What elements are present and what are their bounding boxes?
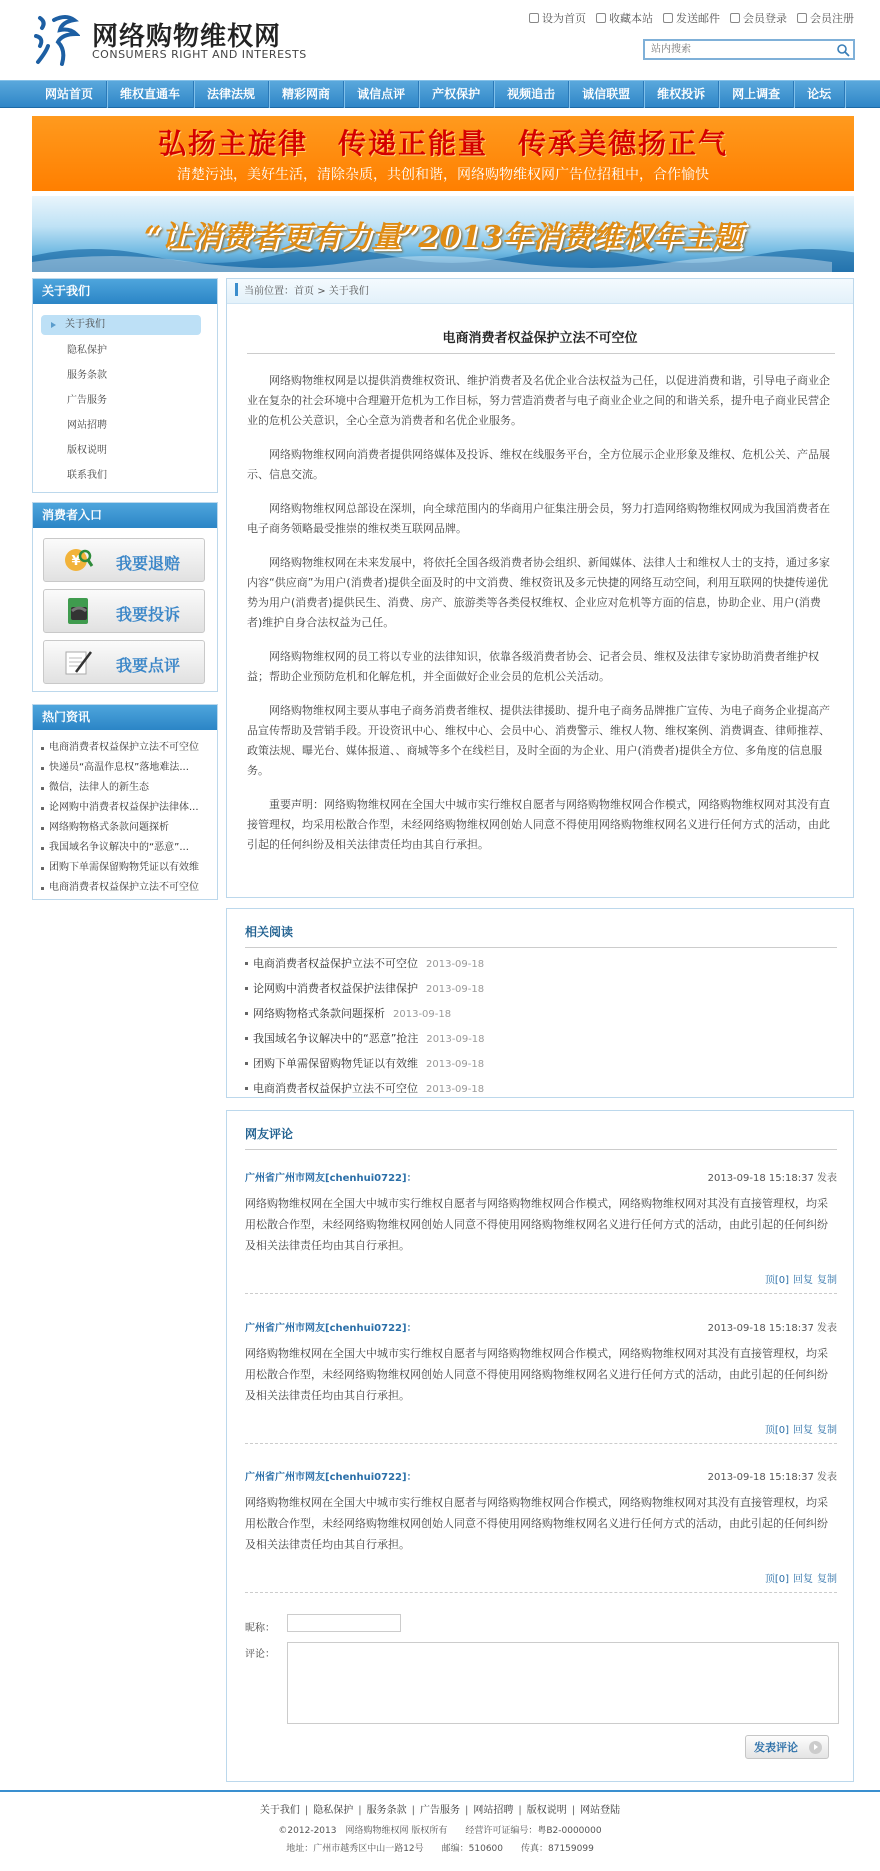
nav-item-survey[interactable]: 网上调查 [719,81,794,108]
related-item[interactable] [245,951,485,976]
money-icon [62,544,94,576]
footer-separator: | [358,1805,362,1816]
consumer-panel-title: 消费者入口 [33,503,217,528]
article-paragraph: 重要声明：网络购物维权网在全国大中城市实行维权自愿者与网络购物维权网合作模式，网络购物维权网对其没有直接管理权，均采用松散合作型，未经网络购物维权网创始人同意不得使用网络购物维权网名义进行任何方式的活动，由此引起的任何纠纷及相关法律责任均由其自行承担。 [247,798,830,851]
article-paragraph: 网络购物维权网在未来发展中，将依托全国各级消费者协会组织、新闻媒体、法律人士和维权人士的支持，通过多家内容“供应商”为用户(消费者)提供全面及时的中文消费、维权资讯及多元快捷的网络互动空间，利用互联网的快捷传递优势为用户(消费者)提供民生、消费、房产、旅游类等各类侵权维权、企业应对危机等方面的信息，协助企业、用户(消费者)维护自身合法权益为己任。 [247,556,830,629]
submit-comment-button[interactable] [745,1735,829,1759]
related-item-date: 2013-09-18 [426,1059,485,1070]
user-add-icon [797,13,807,23]
breadcrumb-current: 关于我们 [328,286,369,297]
bookmark-icon [596,13,606,23]
footer-link-privacy[interactable]: 隐私保护 [313,1805,354,1816]
sidebar-item-about[interactable]: 关于我们 [41,315,201,335]
complaint-button-label: 我要投诉 [116,605,181,624]
comment-field[interactable] [287,1642,839,1724]
breadcrumb-marker [235,283,238,296]
article-body [247,371,835,869]
related-item-title: 网络购物格式条款问题探析 [253,1007,385,1020]
arrow-right-icon [809,1741,822,1754]
review-icon [62,646,94,678]
sidebar-item-jobs[interactable]: 网站招聘 [67,420,107,431]
article-title: 电商消费者权益保护立法不可空位 [442,331,638,346]
breadcrumb [227,279,853,304]
send-mail-label: 发送邮件 [676,12,720,25]
related-divider [245,947,837,948]
hot-news-item[interactable]: 微信，法律人的新生态 [41,778,209,798]
article-panel [226,278,854,898]
footer-separator: | [571,1805,576,1816]
phone-icon [62,595,94,627]
complaint-button[interactable] [43,589,205,633]
comment-divider [245,1443,837,1444]
sidebar-item-copyright[interactable]: 版权说明 [67,445,107,456]
comment-author: 广州省广州市网友[chenhui0722]： [245,1472,417,1483]
hot-news-item[interactable]: 论网购中消费者权益保护法律体... [41,798,209,818]
reply-link[interactable]: 回复 [793,1275,813,1286]
search-icon[interactable] [836,43,850,57]
related-item-title: 我国域名争议解决中的“恶意”抢注 [253,1032,419,1045]
ad-banner-subtext: 清楚污浊，美好生活，清除杂质，共创和谐，网络购物维权网广告位招租中，合作愉快 [177,167,709,183]
footer-separator: | [465,1805,469,1816]
refund-button[interactable] [43,538,205,582]
comment-author: 广州省广州市网友[chenhui0722]： [245,1323,417,1334]
comment-divider [245,1293,837,1294]
nav-item-complaints[interactable]: 维权投诉 [644,81,719,108]
main-nav [0,80,880,108]
nav-item-alliance[interactable]: 诚信联盟 [569,81,644,108]
comment-author: 广州省广州市网友[chenhui0722]： [245,1173,417,1184]
article-paragraph: 网络购物维权网主要从事电子商务消费者维权、提供法律援助、提升电子商务品牌推广宣传、为电子商务企业提高产品宣传帮助及营销手段。开设资讯中心、维权中心、会员中心、消费警示、维权人物、维权案例、消费调查、律师推荐、政策法规、曝光台、媒体报道、、商城等多个在线栏目，及时全面的为企业、用户(消费者)提供全方位、多角度的信息服务。 [247,704,830,777]
upvote-link[interactable]: 顶[0] [764,1574,789,1585]
user-icon [730,13,740,23]
nickname-label: 昵称： [245,1623,275,1634]
ad-banner-headline: 弘扬主旋律 传递正能量 传承美德扬正气 [157,127,728,160]
upvote-link[interactable]: 顶[0] [764,1275,789,1286]
breadcrumb-home[interactable]: 首页 [294,286,314,297]
article-paragraph: 网络购物维权网的员工将以专业的法律知识，依靠各级消费者协会、记者会员、维权及法律专家协助消费者维护权益；帮助企业预防危机和化解危机，并全面做好企业会员的危机公关活动。 [247,650,819,683]
site-logo-subtitle: CONSUMERS RIGHT AND INTERESTS [92,48,307,61]
related-item[interactable] [245,1076,485,1101]
ad-banner[interactable] [32,116,854,191]
member-register-label: 会员注册 [810,12,854,25]
nav-item-laws[interactable]: 法律法规 [194,81,269,108]
footer-separator: | [518,1805,522,1816]
footer-link-jobs[interactable]: 网站招聘 [473,1805,514,1816]
copy-link[interactable]: 复制 [817,1425,837,1436]
related-item-title: 电商消费者权益保护立法不可空位 [253,1082,418,1095]
article-paragraph: 网络购物维权网总部设在深圳，向全球范围内的华商用户征集注册会员，努力打造网络购物维权网成为我国消费者在电子商务领略最受推崇的维权类互联网品牌。 [247,502,830,535]
theme-banner[interactable] [32,196,854,272]
related-item-date: 2013-09-18 [393,1009,452,1020]
title-divider [247,353,835,354]
related-item[interactable] [245,1001,485,1026]
nav-item-video[interactable]: 视频追击 [494,81,569,108]
member-register-link[interactable] [797,10,854,26]
footer-link-ads[interactable]: 广告服务 [420,1805,460,1816]
nav-item-home[interactable]: 网站首页 [32,81,107,108]
related-item[interactable] [245,976,485,1001]
comment-divider [245,1592,837,1593]
hot-news-title: 热门资讯 [33,705,217,730]
hot-news-panel [32,704,218,900]
related-reading-title: 相关阅读 [245,925,294,939]
review-button-label: 我要点评 [116,656,181,675]
nav-item-ip-protection[interactable]: 产权保护 [419,81,494,108]
hot-news-item[interactable]: 电商消费者权益保护立法不可空位 [41,878,209,898]
hot-news-item[interactable]: 快递员“高温作息权”落地难法... [41,758,209,778]
submit-comment-label: 发表评论 [754,1741,798,1754]
nav-item-rights-express[interactable]: 维权直通车 [107,81,194,108]
search-box [643,39,855,60]
nav-item-merchants[interactable]: 精彩网商 [269,81,344,108]
article-paragraph: 网络购物维权网是以提供消费维权资讯、维护消费者及名优企业合法权益为己任，以促进消费和谐，引导电子商业企业在复杂的社会环境中合理避开危机为工作目标，努力营造消费者与电子商业企业之间的和谐关系，提升电子商业民营企业的危机公关意识，全心全意为消费者和名优企业服务。 [247,374,830,427]
comment-text: 网络购物维权网在全国大中城市实行维权自愿者与网络购物维权网合作模式，网络购物维权网对其没有直接管理权，均采用松散合作型，未经网络购物维权网创始人同意不得使用网络购物维权网名义进行任何方式的活动，由此引起的任何纠纷及相关法律责任均由其自行承担。 [245,1347,828,1402]
comments-divider [245,1149,837,1150]
svg-text:¥: ¥ [71,554,81,569]
reply-link[interactable]: 回复 [793,1574,813,1585]
comment-text: 网络购物维权网在全国大中城市实行维权自愿者与网络购物维权网合作模式，网络购物维权网对其没有直接管理权，均采用松散合作型，未经网络购物维权网创始人同意不得使用网络购物维权网名义进行任何方式的活动，由此引起的任何纠纷及相关法律责任均由其自行承担。 [245,1496,828,1551]
comment-actions [761,1271,837,1286]
sidebar-item-terms[interactable]: 服务条款 [67,370,107,381]
related-item-date: 2013-09-18 [426,1034,485,1045]
hot-news-item[interactable]: 团购下单需保留购物凭证以有效维 [41,858,209,878]
related-item-title: 论网购中消费者权益保护法律保护 [253,982,418,995]
comment-time: 2013-09-18 15:18:37 发表 [707,1323,837,1334]
footer-link-login[interactable]: 网站登陆 [580,1805,621,1816]
sidebar-item-ads[interactable]: 广告服务 [67,395,107,406]
footer-separator: | [304,1805,309,1816]
article-paragraph: 网络购物维权网向消费者提供网络媒体及投诉、维权在线服务平台，全方位展示企业形象及维权、危机公关、产品展示、信息交流。 [247,448,830,481]
comment-actions [761,1570,837,1585]
copy-link[interactable]: 复制 [817,1574,837,1585]
footer-link-about[interactable]: 关于我们 [259,1805,300,1816]
related-item-date: 2013-09-18 [426,959,485,970]
comment-time: 2013-09-18 15:18:37 发表 [707,1472,837,1483]
about-panel [32,278,218,493]
sidebar-item-contact[interactable]: 联系我们 [67,470,107,481]
hot-news-item[interactable]: 电商消费者权益保护立法不可空位 [41,738,209,758]
related-item-title: 团购下单需保留购物凭证以有效维 [253,1057,418,1070]
breadcrumb-label: 当前位置： [244,286,294,297]
send-mail-link[interactable] [663,10,720,26]
theme-banner-text: “让消费者更有力量”2013年消费维权年主题 [143,220,742,255]
set-homepage-label: 设为首页 [542,12,586,25]
footer-links [0,1801,880,1816]
comment-actions [761,1421,837,1436]
mail-icon [663,13,673,23]
top-links [529,10,854,26]
upvote-link[interactable]: 顶[0] [764,1425,789,1436]
footer-separator: | [411,1805,415,1816]
comments-title: 网友评论 [245,1127,294,1141]
sidebar-item-privacy[interactable]: 隐私保护 [67,345,107,356]
footer-divider [0,1790,880,1792]
site-logo-title[interactable]: 网络购物维权网 [92,22,282,52]
related-item-title: 电商消费者权益保护立法不可空位 [253,957,418,970]
logo-icon [32,10,80,68]
related-item-date: 2013-09-18 [426,984,485,995]
copy-link[interactable]: 复制 [817,1275,837,1286]
related-item-date: 2013-09-18 [426,1084,485,1095]
related-reading-panel [226,908,854,1098]
nav-item-forum[interactable]: 论坛 [794,81,845,108]
comments-panel [226,1110,854,1782]
member-login-link[interactable] [730,10,787,26]
hot-news-item[interactable]: 我国域名争议解决中的“恶意”... [41,838,209,858]
footer-copyright: ©2012-2013 网络购物维权网 版权所有 经营许可证编号：粤B2-0000000 [278,1826,602,1836]
review-button[interactable] [43,640,205,684]
related-item[interactable] [245,1026,485,1051]
footer-link-copyright[interactable]: 版权说明 [526,1805,567,1816]
refund-button-label: 我要退赔 [116,554,181,573]
about-panel-title: 关于我们 [33,279,217,304]
footer-link-terms[interactable]: 服务条款 [366,1805,407,1816]
footer-address: 地址：广州市越秀区中山一路12号 邮编：510600 传真：87159099 [286,1844,594,1854]
related-item[interactable] [245,1051,485,1076]
nav-item-reviews[interactable]: 诚信点评 [344,81,419,108]
bookmark-label: 收藏本站 [609,12,653,25]
comment-text: 网络购物维权网在全国大中城市实行维权自愿者与网络购物维权网合作模式，网络购物维权网对其没有直接管理权，均采用松散合作型，未经网络购物维权网创始人同意不得使用网络购物维权网名义进行任何方式的活动，由此引起的任何纠纷及相关法律责任均由其自行承担。 [245,1197,828,1252]
comment-label: 评论： [245,1649,275,1660]
hot-news-item[interactable]: 网络购物格式条款问题探析 [41,818,209,838]
breadcrumb-separator: > [317,286,326,297]
home-icon [529,13,539,23]
reply-link[interactable]: 回复 [793,1425,813,1436]
bookmark-link[interactable] [596,10,653,26]
search-input[interactable] [645,41,825,58]
nickname-field[interactable] [287,1614,401,1632]
consumer-panel [32,502,218,692]
set-homepage-link[interactable] [529,10,586,26]
member-login-label: 会员登录 [743,12,787,25]
comment-time: 2013-09-18 15:18:37 发表 [707,1173,837,1184]
